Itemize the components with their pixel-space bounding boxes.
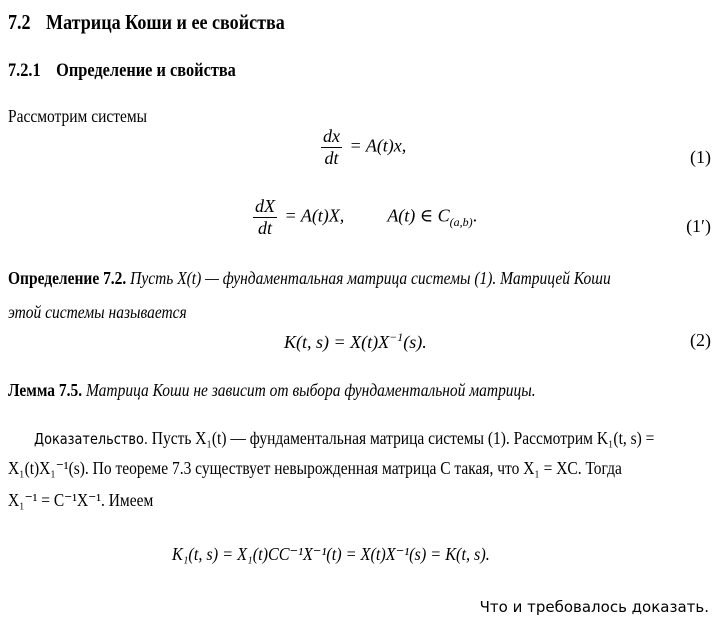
equation-1-prime-rhs: = A(t)X,	[284, 205, 345, 226]
equation-1	[318, 126, 406, 169]
equation-1-prime-condition: A(t) ∈ C	[387, 205, 450, 226]
lemma-line	[8, 380, 536, 401]
equation-2	[284, 330, 427, 353]
definition-text-1: Пусть X(t) — фундаментальная матрица системы (1). Матрицей Коши	[130, 268, 611, 288]
equation-2-lhs: K(t, s) = X(t)X	[284, 332, 390, 352]
equation-1-rhs: = A(t)x,	[349, 135, 407, 156]
equation-1-prime-label: (1′)	[686, 216, 711, 236]
equation-1-prime-subscript: (a,b)	[449, 215, 473, 230]
intro-text: Рассмотрим системы	[8, 106, 148, 126]
definition-line-1	[8, 268, 611, 289]
proof-line-2: X₁(t)X₁⁻¹(s). По теореме 7.3 существует невырожденная матрица C такая, что X₁ = XC. Тогда	[8, 458, 622, 478]
equation-3: K₁(t, s) = X₁(t)CC⁻¹X⁻¹(t) = X(t)X⁻¹(s) = K(t, s).	[172, 544, 490, 564]
fraction-dX-dt	[253, 196, 277, 239]
equation-1-prime	[250, 196, 477, 239]
subsection-heading	[8, 60, 236, 82]
equation-2-superscript: −1	[389, 330, 404, 344]
equation-1-label: (1)	[690, 147, 711, 167]
section-number: 7.2	[8, 10, 31, 34]
equation-2-rhs: (s).	[403, 332, 427, 352]
proof-head: Доказательство.	[34, 430, 148, 448]
lemma-text: Матрица Коши не зависит от выбора фундаментальной матрицы.	[85, 380, 536, 400]
equation-2-label: (2)	[690, 330, 711, 350]
fraction-denominator: dt	[257, 218, 272, 238]
definition-head: Определение 7.2.	[8, 268, 127, 288]
proof-text-1: Пусть X₁(t) — фундаментальная матрица системы (1). Рассмотрим K₁(t, s) =	[151, 428, 655, 448]
proof-line-3: X₁⁻¹ = C⁻¹X⁻¹. Имеем	[8, 490, 154, 510]
section-heading	[8, 10, 285, 35]
fraction-numerator: dx	[323, 126, 340, 146]
definition-line-2: этой системы называется	[8, 302, 187, 322]
fraction-dx-dt	[321, 126, 342, 169]
subsection-number: 7.2.1	[8, 60, 41, 81]
lemma-head: Лемма 7.5.	[8, 380, 83, 400]
equation-1-prime-period: .	[472, 205, 478, 226]
proof-line-1	[34, 428, 654, 449]
fraction-denominator: dt	[324, 148, 339, 168]
section-title: Матрица Коши и ее свойства	[46, 10, 285, 34]
subsection-title: Определение и свойства	[56, 60, 236, 81]
fraction-numerator: dX	[255, 196, 275, 216]
qed-text: Что и требовалось доказать.	[479, 598, 709, 616]
